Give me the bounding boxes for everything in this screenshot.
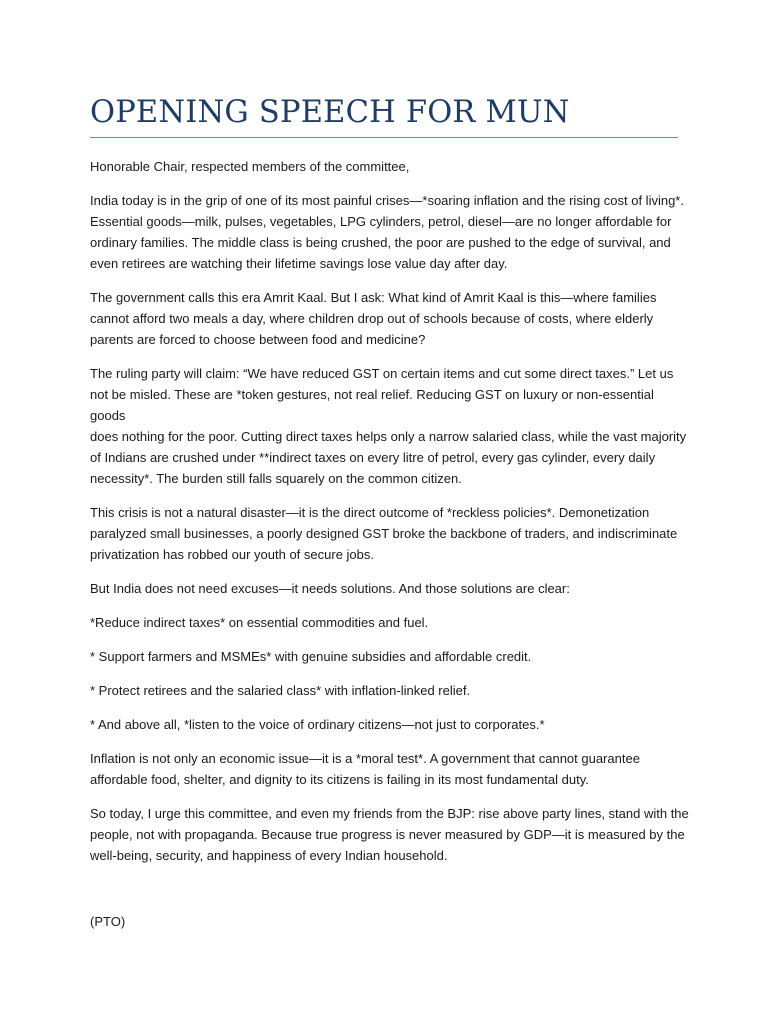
paragraph-inflation-crisis: India today is in the grip of one of its most painful crises—*soaring inflation and the rising cost of living*. Essential goods—milk, pulses, vegetables, LPG cylinders, petrol, diesel—are no longer affordable for ordinary families. The middle class is being crushed, the poor are pushed to the edge of survival, and even retirees are watching their lifetime savings lose value day after day. <box>90 193 684 271</box>
solution-item-ordinary-citizens: * And above all, *listen to the voice of ordinary citizens—not just to corporates.* <box>90 717 545 732</box>
paragraph-salutation: Honorable Chair, respected members of the committee, <box>90 159 410 174</box>
paragraph-closing-appeal: So today, I urge this committee, and even my friends from the BJP: rise above party lines, stand with the people, not with propaganda. Because true progress is never measured by GDP—it is measured by the well-being, security, and happiness of every Indian household. <box>90 806 689 863</box>
paragraph-amrit-kaal: The government calls this era Amrit Kaal. But I ask: What kind of Amrit Kaal is this—where families cannot afford two meals a day, where children drop out of schools because of costs, where elderly parents are forced to choose between food and medicine? <box>90 290 657 347</box>
page-title: OPENING SPEECH FOR MUN <box>90 95 570 130</box>
paragraph-solutions-intro: But India does not need excuses—it needs solutions. And those solutions are clear: <box>90 581 570 596</box>
solution-item-indirect-taxes: *Reduce indirect taxes* on essential commodities and fuel. <box>90 615 429 630</box>
paragraph-gst-claim: The ruling party will claim: “We have reduced GST on certain items and cut some direct taxes.” Let us not be misled. These are *token gestures, not real relief. Reducing GST on luxury or non-essential goods does nothing for the poor. Cutting direct taxes helps only a narrow salaried class, while the vast majority of Indians are crushed under **indirect taxes on every litre of petrol, every gas cylinder, every daily necessity*. The burden still falls squarely on the common citizen. <box>90 366 687 486</box>
title-underline <box>90 137 678 138</box>
paragraph-reckless-policies: This crisis is not a natural disaster—it is the direct outcome of *reckless policies*. Demonetization paralyzed small businesses, a poorly designed GST broke the backbone of traders, and indiscriminate privatization has robbed our youth of secure jobs. <box>90 505 678 562</box>
solution-item-retirees: * Protect retirees and the salaried class* with inflation-linked relief. <box>90 683 471 698</box>
paragraph-moral-test: Inflation is not only an economic issue—it is a *moral test*. A government that cannot guarantee affordable food, shelter, and dignity to its citizens is failing in its most fundamental duty. <box>90 751 640 787</box>
speech-body <box>90 156 690 945</box>
solution-item-farmers-msmes: * Support farmers and MSMEs* with genuine subsidies and affordable credit. <box>90 649 532 664</box>
footer-pto-note: (PTO) <box>90 914 126 929</box>
